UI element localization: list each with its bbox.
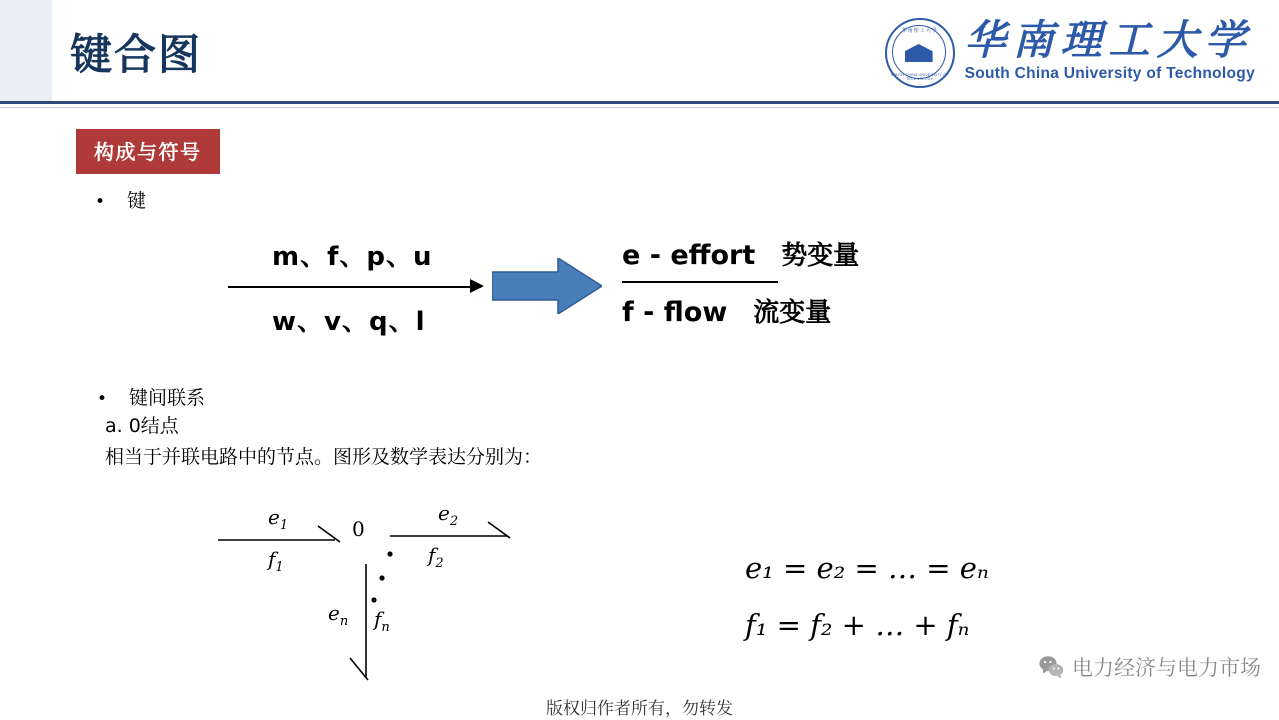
bond-label-f2: $f_2$ (428, 543, 444, 571)
list-item-a: a. 0结点 (105, 415, 179, 437)
header-divider-secondary (0, 107, 1279, 108)
university-logo (885, 18, 1255, 88)
bond-label-e1: $e_1$ (268, 505, 289, 533)
section-tag: 构成与符号 (76, 129, 220, 174)
effort-term: e - effort (622, 240, 756, 271)
effort-flow-divider (622, 281, 778, 283)
equation-effort: e₁ = e₂ = … = eₙ (745, 551, 989, 585)
ellipsis-dot-2 (379, 575, 384, 580)
wechat-watermark (1038, 652, 1261, 682)
block-arrow-icon (492, 258, 602, 314)
effort-chinese-label: 势变量 (781, 241, 860, 271)
ellipsis-dot-3 (371, 597, 376, 602)
header-accent-bar (0, 0, 52, 104)
flow-term: f - flow (622, 297, 728, 328)
page-title: 键合图 (70, 30, 203, 79)
copyright-note: 版权归作者所有，勿转发 (546, 699, 733, 719)
bond-label-f1: $f_1$ (268, 547, 284, 575)
seal-bottom-text: SOUTH CHINA UNIVERSITY OF TECHNOLOGY (890, 73, 949, 81)
effort-variables-text: m、f、p、u (272, 242, 433, 272)
bullet-dot-icon: • (95, 192, 106, 212)
bullet-dot-icon-2: • (97, 389, 108, 409)
wechat-icon (1038, 654, 1064, 680)
seal-top-text: 華南理工大學 (901, 28, 938, 34)
equation-block (745, 540, 989, 653)
bullet-item-key (95, 186, 146, 213)
ellipsis-dot-1 (387, 551, 392, 556)
effort-definition (622, 235, 859, 272)
bond-node-label: 0 (352, 517, 365, 541)
diagram-arrow-head-icon (470, 279, 484, 293)
bullet-item-relations (97, 383, 205, 410)
bond-label-fn: $f_n$ (374, 607, 390, 635)
logo-chinese-name: 华南理工大学 (964, 16, 1253, 64)
header-divider (0, 101, 1279, 104)
logo-english-name: South China University of Technology (964, 65, 1255, 83)
logo-text-block (965, 18, 1255, 83)
bullet-item-relations-label: 键间联系 (129, 387, 206, 409)
equation-flow: f₁ = f₂ + … + fₙ (745, 607, 970, 642)
university-seal-icon (885, 18, 955, 88)
bullet-item-key-label: 键 (127, 190, 147, 212)
bond-graph-figure (200, 492, 560, 682)
diagram-divider-line (228, 286, 481, 288)
bond-label-en: $e_n$ (328, 601, 349, 629)
description-text: 相当于并联电路中的节点。图形及数学表达分别为： (105, 446, 543, 468)
flow-definition (622, 292, 831, 329)
wechat-account-name: 电力经济与电力市场 (1072, 656, 1261, 680)
flow-variables-text: w、v、q、l (272, 307, 426, 337)
flow-chinese-label: 流变量 (753, 298, 832, 328)
slide-header (0, 0, 1279, 104)
bond-label-e2: $e_2$ (438, 501, 459, 529)
